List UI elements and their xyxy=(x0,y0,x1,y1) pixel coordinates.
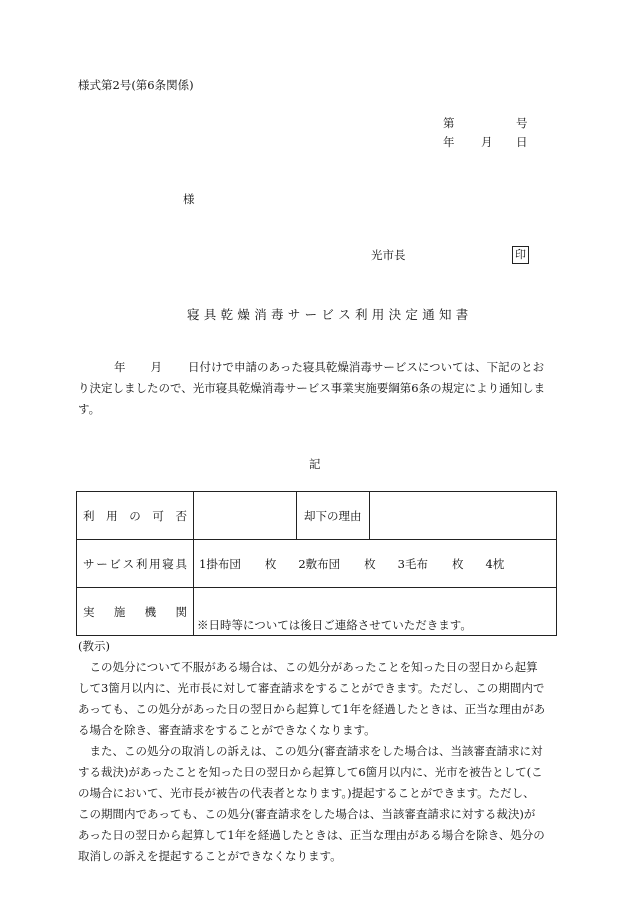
body-paragraph xyxy=(78,357,545,420)
seal-stamp: 印 xyxy=(512,246,529,264)
bedding-item-1: 1掛布団 xyxy=(199,556,241,571)
bedding-item-2-unit: 枚 xyxy=(364,556,376,571)
bedding-label: サービス利用寝具 xyxy=(77,540,194,588)
approval-label: 利用の可否 xyxy=(77,492,194,540)
approval-value xyxy=(194,492,297,540)
kyouji-line: る場合を除き、審査請求をすることができなくなります。 xyxy=(78,723,376,737)
number-gou: 号 xyxy=(516,116,528,130)
body-line-2: り決定しましたので、光市寝具乾燥消毒サービス事業実施要綱第6条の規定により通知しま xyxy=(78,381,546,395)
kyouji-line: して3箇月以内に、光市長に対して審査請求をすることができます。ただし、この期間内で xyxy=(78,681,545,695)
kyouji-line: あっても、この処分があった日の翌日から起算して1年を経過したときは、正当な理由があ xyxy=(78,702,546,716)
kyouji-line: また、この処分の取消しの訴えは、この処分(審査請求をした場合は、当該審査請求に対 xyxy=(78,744,543,758)
bedding-item-4: 4枕 xyxy=(485,556,505,571)
bedding-item-3-unit: 枚 xyxy=(451,556,464,571)
kyouji-line: する裁決)があったことを知った日の翌日から起算して6箇月以内に、光市を被告として(こ xyxy=(78,765,543,779)
form-number: 様式第2号(第6条関係) xyxy=(78,78,194,92)
kyouji-block xyxy=(78,636,545,867)
issuer-name: 光市長 xyxy=(371,248,406,262)
kyouji-heading: (教示) xyxy=(78,639,110,653)
row-bedding xyxy=(77,540,557,588)
document-title: 寝具乾燥消毒サービス利用決定通知書 xyxy=(187,307,473,322)
bedding-items xyxy=(194,540,557,588)
kyouji-line: の場合において、光市長が被告の代表者となります。)提起することができます。ただし、 xyxy=(78,786,535,800)
date-year: 年 xyxy=(443,135,455,149)
institution-note: ※日時等については後日ご連絡させていただきます。 xyxy=(194,588,557,636)
bedding-item-3: 3毛布 xyxy=(397,556,428,571)
body-month: 月 xyxy=(150,360,162,374)
addressee-sama: 様 xyxy=(183,192,195,206)
row-institution xyxy=(77,588,557,636)
row-approval xyxy=(77,492,557,540)
kyouji-line: この期間内であっても、この処分(審査請求をした場合は、当該審査請求に対する裁決)が xyxy=(78,807,536,821)
kyouji-line: この処分について不服がある場合は、この処分があったことを知った日の翌日から起算 xyxy=(78,660,538,674)
number-dai: 第 xyxy=(443,116,455,130)
bedding-item-2: 2敷布団 xyxy=(298,556,341,571)
reject-reason-value xyxy=(370,492,557,540)
ki-heading: 記 xyxy=(309,457,321,471)
kyouji-line: 取消しの訴えを提起することができなくなります。 xyxy=(78,849,342,863)
body-line-1 xyxy=(78,357,545,378)
decision-table xyxy=(76,491,557,636)
date-month: 月 xyxy=(481,135,493,149)
kyouji-line: あった日の翌日から起算して1年を経過したときは、正当な理由がある場合を除き、処分の xyxy=(78,828,545,842)
body-line-3: す。 xyxy=(78,402,101,416)
institution-label: 実施機関 xyxy=(77,588,194,636)
date-day: 日 xyxy=(516,135,528,149)
body-year: 年 xyxy=(114,360,126,374)
body-line-1-text: 日付けで申請のあった寝具乾燥消毒サービスについては、下記のとお xyxy=(188,360,545,374)
reject-reason-label: 却下の理由 xyxy=(297,492,370,540)
bedding-item-1-unit: 枚 xyxy=(264,556,277,571)
